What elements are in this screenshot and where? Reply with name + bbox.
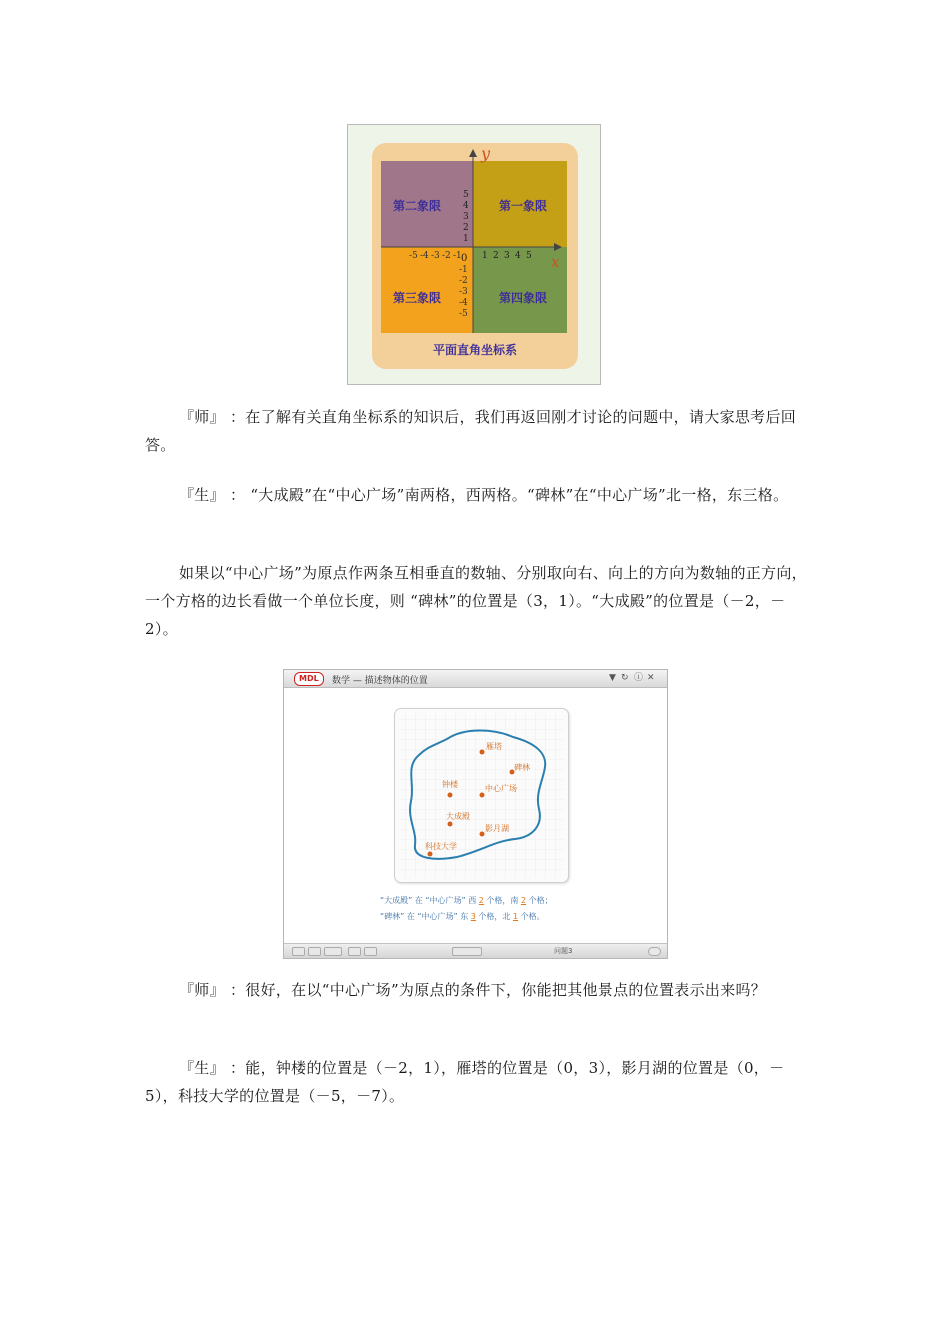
y-tick: 2	[463, 223, 469, 233]
spot-dachengdian-dot	[448, 822, 453, 827]
desc2-text-a: “碑林” 在 “中心广场” 东	[380, 912, 469, 921]
progress-slider[interactable]	[452, 947, 482, 956]
x-tick: 1	[482, 251, 488, 261]
window-title: 数学 — 描述物体的位置	[332, 676, 428, 686]
stop-icon[interactable]	[348, 947, 361, 956]
spot-zhonglou-label: 钟楼	[442, 780, 458, 789]
desc2-number-east: 3	[470, 912, 476, 921]
y-axis-label: y	[481, 144, 491, 163]
spot-keji-label: 科技大学	[425, 842, 457, 851]
x-tick: -3	[431, 251, 440, 261]
x-axis-label: x	[551, 253, 560, 271]
paragraph-student-2: 『生』 ：能，钟楼的位置是（－2，1），雁塔的位置是（0，3），影月湖的位置是（0，－5），科技大学的位置是（－5，－7）。	[145, 1059, 785, 1105]
spot-zhongxin-dot	[480, 793, 485, 798]
question-label[interactable]: 问题3	[554, 947, 573, 955]
map-drawing	[395, 709, 568, 882]
spot-yanta-label: 雁塔	[486, 742, 502, 751]
close-icon[interactable]: ✕	[647, 673, 655, 683]
prev-button[interactable]	[292, 947, 305, 956]
y-tick: -3	[459, 287, 468, 297]
desc2-number-north: 1	[512, 912, 519, 921]
map-card	[394, 708, 569, 883]
desc1-number-west: 2	[478, 896, 484, 905]
window-titlebar	[284, 670, 667, 688]
y-tick: -5	[459, 309, 468, 319]
description-line-2	[380, 911, 545, 922]
y-axis-arrow	[469, 149, 477, 157]
desc2-text-b: 个格，北	[478, 912, 511, 921]
x-tick: 3	[504, 251, 510, 261]
x-tick: 4	[515, 251, 521, 261]
quadrant-2-label: 第二象限	[393, 199, 442, 213]
x-tick: 5	[526, 251, 532, 261]
y-tick: -1	[459, 265, 468, 275]
next-button[interactable]	[308, 947, 321, 956]
quadrant-4-label: 第四象限	[499, 291, 548, 305]
axes	[372, 143, 578, 369]
map-app-window	[283, 669, 668, 959]
spot-beilin-label: 碑林	[514, 763, 530, 772]
x-tick: 2	[493, 251, 499, 261]
window-bottombar	[284, 943, 667, 958]
x-tick: -5	[409, 251, 418, 261]
desc1-number-south: 2	[520, 896, 527, 905]
quadrant-1-label: 第一象限	[499, 199, 548, 213]
page-button[interactable]	[324, 947, 342, 956]
y-tick: 3	[463, 212, 469, 222]
spot-zhonglou-dot	[448, 793, 453, 798]
paragraph-teacher-1: 『师』 ：在了解有关直角坐标系的知识后，我们再返回刚才讨论的问题中，请大家思考后回答。	[145, 408, 797, 454]
paragraph-explanation: 如果以“中心广场”为原点作两条互相垂直的数轴、分别取向右、向上的方向为数轴的正方向，一个方格的边长看做一个单位长度，则 “碑林”的位置是（3，1）。“大成殿”的位置是（－2，－2）。	[145, 564, 807, 638]
y-tick: 4	[463, 201, 469, 211]
description-line-1	[380, 895, 553, 906]
y-tick: -4	[459, 298, 468, 308]
play-icon[interactable]	[364, 947, 377, 956]
spot-dachengdian-label: 大成殿	[446, 812, 470, 821]
spot-zhongxin-label: 中心广场	[485, 784, 517, 793]
spot-yanta-dot	[480, 750, 485, 755]
refresh-icon[interactable]: ↻	[621, 673, 629, 683]
x-axis-arrow	[554, 243, 562, 251]
app-logo: MDL	[294, 672, 324, 686]
y-tick: 1	[463, 234, 469, 244]
x-tick: -4	[420, 251, 429, 261]
spot-yingyuehu-label: 影月湖	[485, 824, 509, 833]
spot-keji-dot	[428, 852, 433, 857]
coordinate-board	[372, 143, 578, 369]
desc2-text-c: 个格。	[520, 912, 545, 921]
paragraph-teacher-2: 『师』 ：很好，在以“中心广场”为原点的条件下，你能把其他景点的位置表示出来吗？	[179, 981, 767, 999]
minimize-icon[interactable]: ▼	[609, 673, 616, 683]
y-tick: -2	[459, 276, 468, 286]
x-tick: -1	[453, 251, 462, 261]
desc1-text-c: 个格；	[528, 896, 553, 905]
figure1-caption: 平面直角坐标系	[432, 343, 517, 357]
info-icon[interactable]: ⓘ	[634, 673, 644, 683]
quadrant-3-label: 第三象限	[393, 291, 442, 305]
settings-icon[interactable]	[648, 947, 661, 956]
paragraph-student-1: 『生』 ： “大成殿”在“中心广场”南两格，西两格。“碑林”在“中心广场”北一格，东三格。	[179, 486, 789, 504]
x-tick: -2	[442, 251, 451, 261]
y-tick: 5	[463, 190, 469, 200]
desc1-text-b: 个格，南	[486, 896, 519, 905]
desc1-text-a: “大成殿” 在 “中心广场” 西	[380, 896, 477, 905]
origin-label: 0	[461, 253, 468, 264]
coordinate-plane-figure	[347, 124, 601, 385]
spot-yingyuehu-dot	[480, 832, 485, 837]
